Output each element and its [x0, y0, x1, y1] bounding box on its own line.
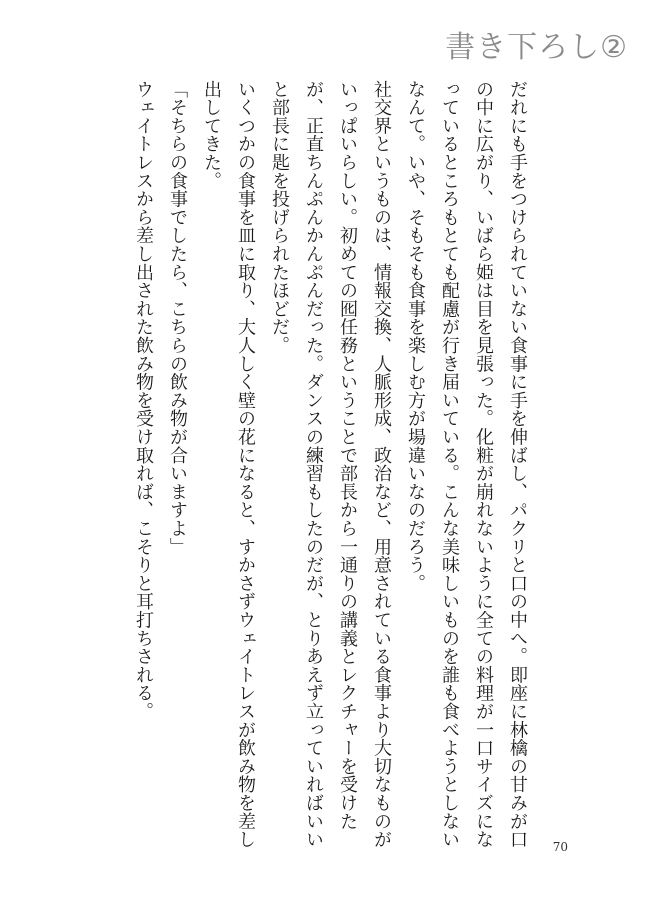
- paragraph-4: 「そちらの食事でしたら、こちらの飲み物が合いますよ」: [167, 80, 188, 556]
- paragraph-5: ウェイトレスから差し出された飲み物を受け取れば、こそりと耳打ちされる。: [133, 80, 154, 721]
- page-number: 70: [552, 840, 568, 854]
- paragraph-3: いくつかの食事を皿に取り、大人しく壁の花になると、すかさずウェイトレスが飲み物を差し出してきた。: [201, 80, 256, 849]
- paragraph-1: だれにも手をつけられていない食事に手を伸ばし、パクリと口の中へ。即座に林檎の甘みが口の中に広がり、いばら姫は目を見張った。化粧が崩れないように全ての料理が一口サイズになっているところもとても配慮が行き届いている。こんな美味しいものを誰も食べようとしないなんて。いや、そもそも食事を楽しむ方が場違いなのだろう。: [405, 80, 528, 849]
- body-text: [126, 80, 534, 860]
- paragraph-2: 社交界というものは、情報交換、人脈形成、政治など、用意されている食事より大切なものがいっぱいらしい。初めての囮任務ということで部長から一通りの講義とレクチャーを受けたが、正直ちんぷんかんぷんだった。ダンスの練習もしたのだが、とりあえず立っていればいいと部長に匙を投げられたほどだ。: [269, 80, 392, 849]
- chapter-title: 書き下ろし②: [445, 30, 628, 65]
